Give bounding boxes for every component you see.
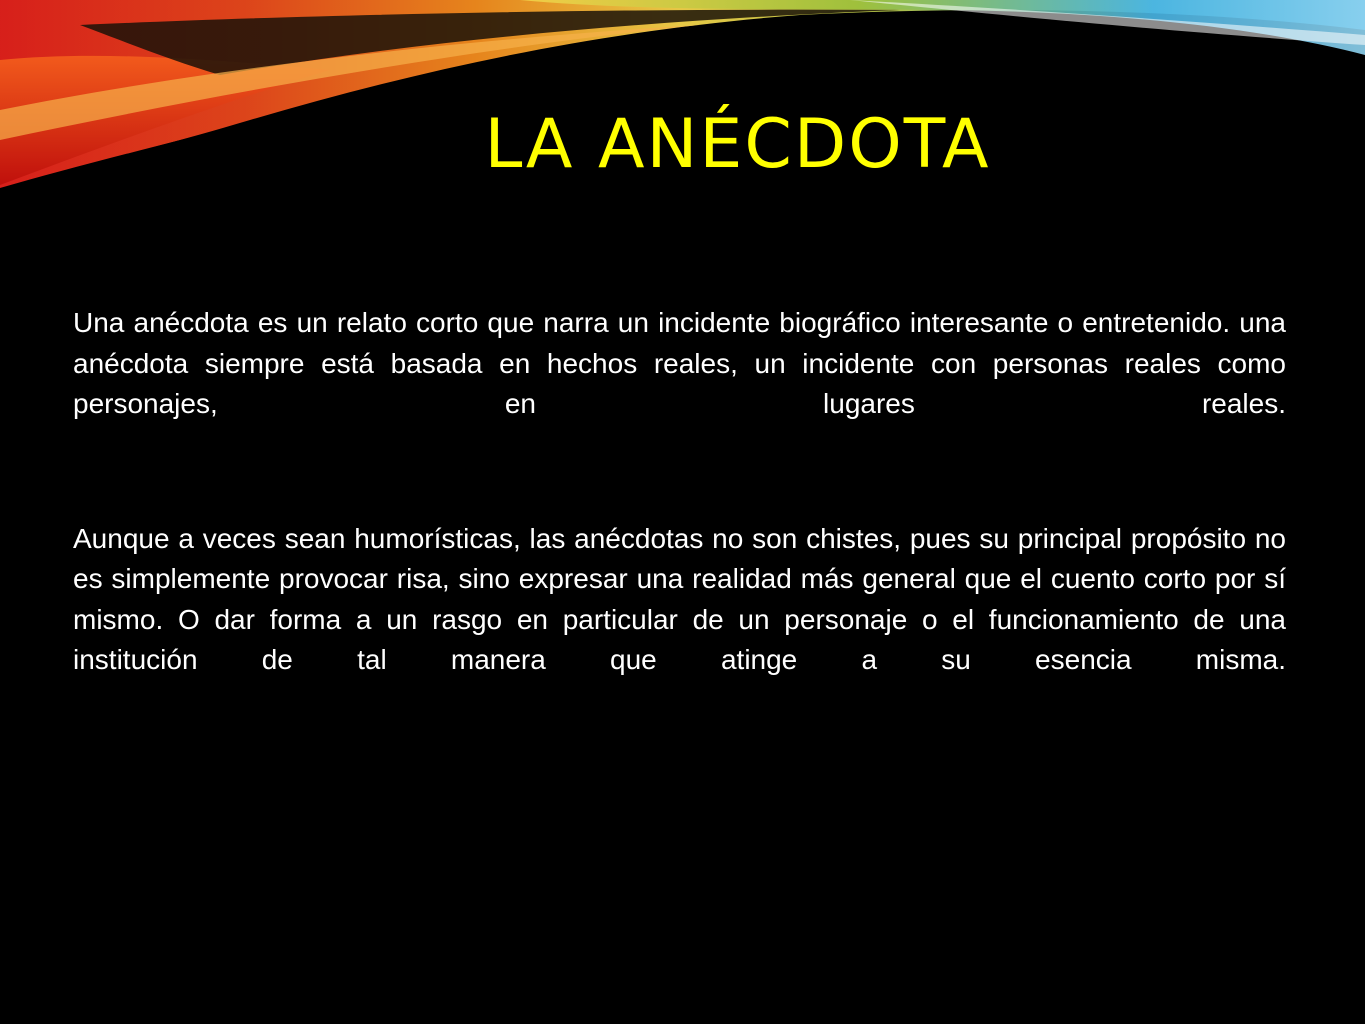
slide-body (73, 303, 1286, 681)
body-paragraph-2: Aunque a veces sean humorísticas, las anécdotas no son chistes, pues su principal propósito no es simplemente provocar risa, sino expresar una realidad más general que el cuento corto por sí mismo. O dar forma a un rasgo en particular de un personaje o el funcionamiento de una institución de tal manera que atinge a su esencia misma. (73, 522, 1286, 675)
body-paragraph-1: Una anécdota es un relato corto que narra un incidente biográfico interesante o entretenido. una anécdota siempre está basada en hechos reales, un incidente con personas reales como personajes, en lugares reales. (73, 307, 1286, 419)
slide-title: LA ANÉCDOTA (484, 105, 991, 184)
